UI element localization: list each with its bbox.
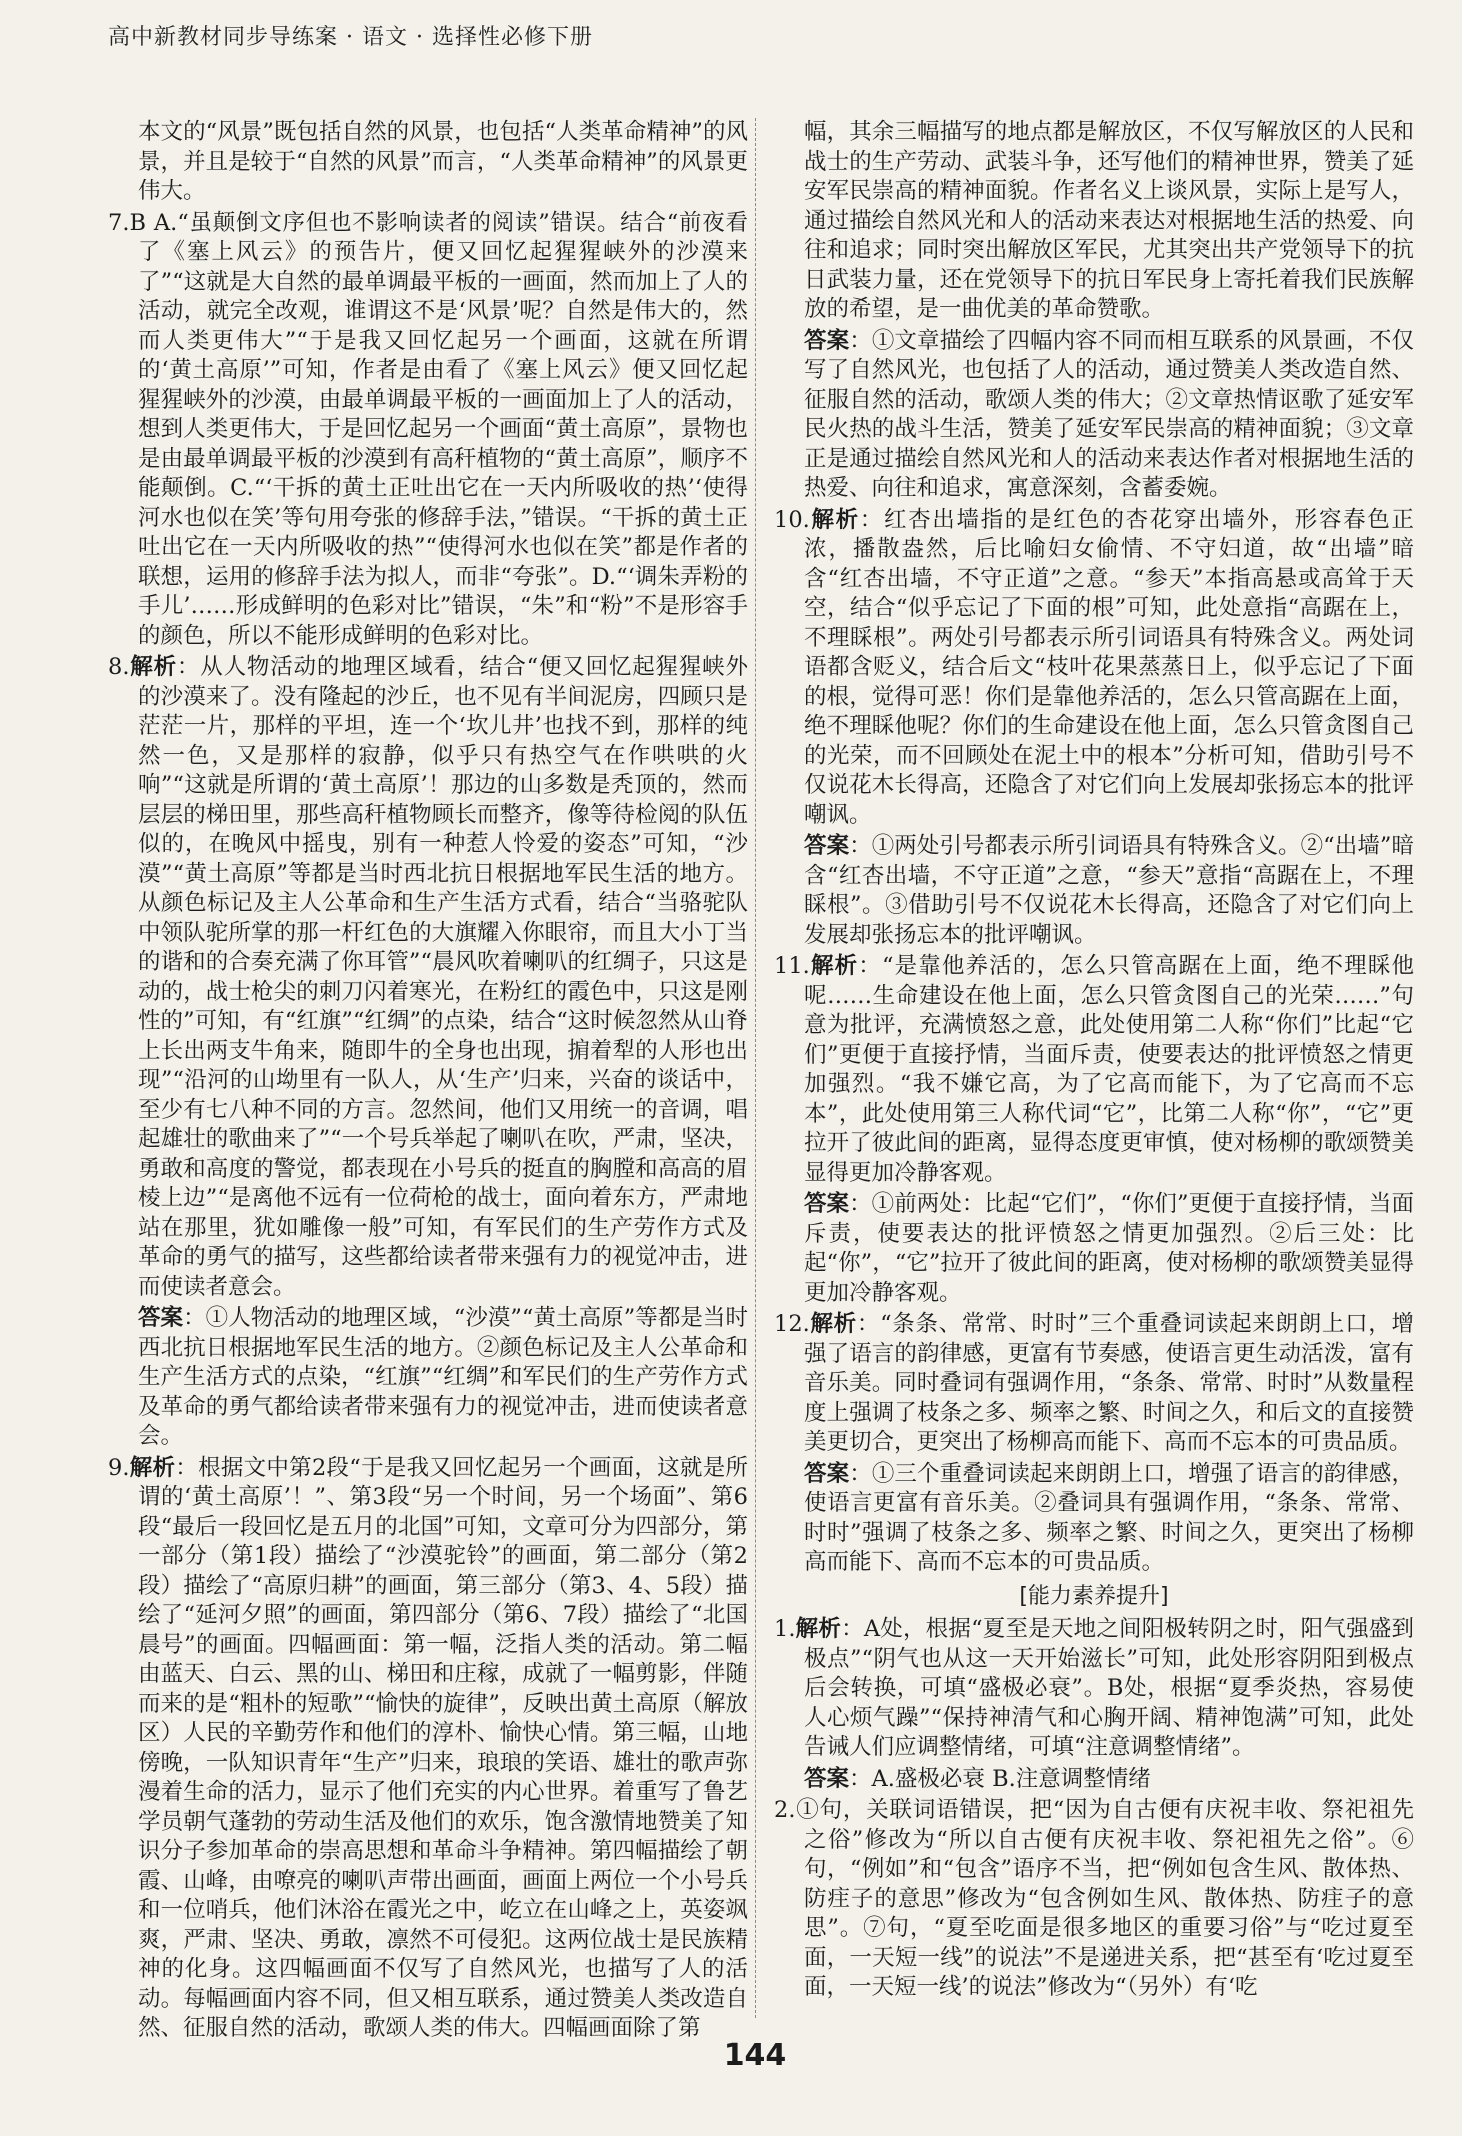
question-number: 2.: [774, 1797, 796, 1823]
question-number: 7.: [108, 209, 130, 236]
practice-2: [774, 1796, 1414, 2003]
answer-label: 答案: [138, 1305, 184, 1331]
section-title: [能力素养提升]: [1019, 1583, 1169, 1609]
question-number: 1.: [774, 1616, 796, 1642]
answer-9: 答案：①文章描绘了四幅内容不同而相互联系的风景画，不仅写了自然风光，也包括了人的活动，通过赞美人类改造自然、征服自然的活动，歌颂人类的伟大；②文章热情讴歌了延安军民火热的战斗生活，赞美了延安军民崇高的精神面貌；③文章正是通过描绘自然风光和人的活动来表达作者对根据地生活的热爱、向往和追求，寓意深刻，含蓄委婉。: [804, 327, 1414, 501]
question-10: 10.解析：红杏出墙指的是红色的杏花穿出墙外，形容春色正浓，播散盎然，后比喻妇女偷情、不守妇道，故“出墙”暗含“红杏出墙，不守正道”之意。“参天”本指高悬或高耸于天空，结合“似乎忘记了下面的根”可知，此处意指“高踞在上，不理睬根”。两处引号都表示所引词语具有特殊含义。两处词语都含贬义，结合后文“枝叶花果蒸蒸日上，似乎忘记了下面的根，觉得可恶！你们是靠他养活的，怎么只管高踞在上面，绝不理睬他呢？你们的生命建设在他上面，怎么只管贪图自己的光荣，而不回顾处在泥土中的根本”分析可知，借助引号不仅说花木长得高，还隐含了对它们向上发展却张扬忘本的批评嘲讽。: [774, 506, 1414, 828]
analysis-text: 红杏出墙指的是红色的杏花穿出墙外，形容春色正浓，播散盎然，后比喻妇女偷情、不守妇道，故“出墙”暗含“红杏出墙，不守正道”之意。“参天”本指高悬或高耸于天空，结合“似乎忘记了下面的根”可知，此处意指“高踞在上，不理睬根”。两处引号都表示所引词语具有特殊含义。两处词语都含贬义，结合后文“枝叶花果蒸蒸日上，似乎忘记了下面的根，觉得可恶！你们是靠他养活的，怎么只管高踞在上面，绝不理睬他呢？你们的生命建设在他上面，怎么只管贪图自己的光荣，而不回顾处在泥土中的根本”分析可知，借助引号不仅说花木长得高，还隐含了对它们向上发展却张扬忘本的批评嘲讽。: [804, 506, 1414, 828]
answer-12: 答案：①三个重叠词读起来朗朗上口，增强了语言的韵律感，使语言更富有音乐美。②叠词具有强调作用，“条条、常常、时时”强调了枝条之多、频率之繁、时间之久，更突出了杨柳高而能下、高而不忘本的可贵品质。: [804, 1460, 1414, 1575]
question-number: 12.: [774, 1311, 810, 1337]
analysis-text: 从人物活动的地理区域看，结合“便又回忆起猩猩峡外的沙漠来了。没有隆起的沙丘，也不见有半间泥房，四顾只是茫茫一片，那样的平坦，连一个‘坎儿井’也找不到，那样的纯然一色，又是那样的寂静，似乎只有热空气在作哄哄的火响”“这就是所谓的‘黄土高原’！那边的山多数是秃顶的，然而层层的梯田里，那些高秆植物顾长而整齐，像等待检阅的队伍似的，在晚风中摇曳，别有一种惹人怜爱的姿态”可知，“沙漠”“黄土高原”等都是当时西北抗日根据地军民生活的地方。从颜色标记及主人公革命和生产生活方式看，结合“当骆驼队中领队驼所掌的那一杆红色的大旗耀入你眼帘，而且大小丁当的谐和的合奏充满了你耳管”“晨风吹着喇叭的红绸子，只这是动的，战士枪尖的刺刀闪着寒光，在粉红的霞色中，只这是刚性的”可知，有“红旗”“红绸”的点染，结合“这时候忽然从山脊上长出两支牛角来，随即牛的全身也出现，掮着犁的人形也出现”“沿河的山坳里有一队人，从‘生产’归来，兴奋的谈话中，至少有七八种不同的方言。忽然间，他们又用统一的音调，唱起雄壮的歌曲来了”“一个号兵举起了喇叭在吹，严肃，坚决，勇敢和高度的警觉，都表现在小号兵的挺直的胸膛和高高的眉棱上边”“是离他不远有一位荷枪的战士，面向着东方，严肃地站在那里，犹如雕像一般”可知，有军民们的生产劳作方式及革命的勇气的描写，这些都给读者带来强有力的视觉冲击，进而使读者意会。: [138, 654, 748, 1300]
question-9: 9.解析：根据文中第2段“于是我又回忆起另一个画面，这就是所谓的‘黄土高原’！”、第3段“另一个时间，另一个场面”、第6段“最后一段回忆是五月的北国”可知，文章可分为四部分，第一部分（第1段）描绘了“沙漠驼铃”的画面，第二部分（第2段）描绘了“高原归耕”的画面，第三部分（第3、4、5段）描绘了“延河夕照”的画面，第四部分（第6、7段）描绘了“北国晨号”的画面。四幅画面：第一幅，泛指人类的活动。第二幅由蓝天、白云、黑的山、梯田和庄稼，成就了一幅剪影，伴随而来的是“粗朴的短歌”“愉快的旋律”，反映出黄土高原（解放区）人民的辛勤劳作和他们的淳朴、愉快心情。第三幅，山地傍晚，一队知识青年“生产”归来，琅琅的笑语、雄壮的歌声弥漫着生命的活力，显示了他们充实的内心世界。着重写了鲁艺学员朝气蓬勃的劳动生活及他们的欢乐，饱含激情地赞美了知识分子参加革命的崇高思想和革命斗争精神。第四幅描绘了朝霞、山峰，由嘹亮的喇叭声带出画面，画面上两位一个小号兵和一位哨兵，他们沐浴在霞光之中，屹立在山峰之上，英姿飒爽，严肃、坚决、勇敢，凛然不可侵犯。这两位战士是民族精神的化身。这四幅画面不仅写了自然风光，也描写了人的活动。每幅画面内容不同，但又相互联系，通过赞美人类改造自然、征服自然的活动，歌颂人类的伟大。四幅画面除了第: [108, 1454, 748, 2041]
answer-text: ①人物活动的地理区域，“沙漠”“黄土高原”等都是当时西北抗日根据地军民生活的地方。②颜色标记及主人公革命和生产生活方式的点染，“红旗”“红绸”和军民们的生产劳作方式及革命的勇气都给读者带来强有力的视觉冲击，进而使读者意会。: [138, 1305, 748, 1449]
page-number: 144: [723, 2038, 787, 2073]
answer-label: 答案: [804, 1460, 850, 1487]
question-7: [108, 209, 748, 652]
question-number: 8.: [108, 654, 130, 680]
question-11: 11.解析：“是靠他养活的，怎么只管高踞在上面，绝不理睬他呢……生命建设在他上面，怎么只管贪图自己的光荣……”句意为批评，充满愤怒之意，此处使用第二人称“你们”比起“它们”更便于直接抒情，当面斥责，使要表达的批评愤怒之情更加强烈。“我不嫌它高，为了它高而能下，为了它高而不忘本”，此处使用第三人称代词“它”，比第二人称“你”，“它”更拉开了彼此间的距离，显得态度更审慎，使对杨柳的歌颂赞美显得更加冷静客观。: [774, 953, 1414, 1186]
answer-8: 答案：①人物活动的地理区域，“沙漠”“黄土高原”等都是当时西北抗日根据地军民生活的地方。②颜色标记及主人公革命和生产生活方式的点染，“红旗”“红绸”和军民们的生产劳作方式及革命的勇气都给读者带来强有力的视觉冲击，进而使读者意会。: [138, 1305, 748, 1449]
question-text: B A.“虽颠倒文序但也不影响读者的阅读”错误。结合“前夜看了《塞上风云》的预告片，便又回忆起猩猩峡外的沙漠来了”“这就是大自然的最单调最平板的一画面，然而加上了人的活动，就完全改观，谁谓这不是‘风景’呢？自然是伟大的，然而人类更伟大”“于是我又回忆起另一个画面，这就在所谓的‘黄土高原’”可知，作者是由看了《塞上风云》便又回忆起猩猩峡外的沙漠，由最单调最平板的一画面加上了人的活动，想到人类更伟大，于是回忆起另一个画面“黄土高原”，景物也是由最单调最平板的沙漠到有高秆植物的“黄土高原”，顺序不能颠倒。C.“‘干拆的黄土正吐出它在一天内所吸收的热’‘使得河水也似在笑’等句用夸张的修辞手法，”错误。“干拆的黄土正吐出它在一天内所吸收的热”“使得河水也似在笑”都是作者的联想，运用的修辞手法为拟人，而非“夸张”。D.“‘调朱弄粉的手儿’……形成鲜明的色彩对比”错误，“朱”和“粉”不是形容手的颜色，所以不能形成鲜明的色彩对比。: [129, 209, 748, 649]
practice-1: 1.解析：A处，根据“夏至是天地之间阳极转阴之时，阳气强盛到极点”“阴气也从这一天开始滋长”可知，此处形容阴阳到极点后会转换，可填“盛极必衰”。B处，根据“夏季炎热，容易使人心烦气躁”“保持神清气和心胸开阔、精神饱满”可知，此处告诫人们应调整情绪，可填“注意调整情绪”。: [774, 1616, 1414, 1760]
analysis-text: “条条、常常、时时”三个重叠词读起来朗朗上口，增强了语言的韵律感，更富有节奏感，使语言更生动活泼，富有音乐美。同时叠词有强调作用，“条条、常常、时时”从数量程度上强调了枝条之多、频率之繁、时间之久，和后文的直接赞美更切合，更突出了杨柳高而能下、高而不忘本的可贵品质。: [804, 1311, 1414, 1455]
answer-text: ①前两处：比起“它们”，“你们”更便于直接抒情，当面斥责，使要表达的批评愤怒之情更加强烈。②后三处：比起“你”，“它”拉开了彼此间的距离，使对杨柳的歌颂赞美显得更加冷静客观。: [804, 1191, 1414, 1306]
answer-11: 答案：①前两处：比起“它们”，“你们”更便于直接抒情，当面斥责，使要表达的批评愤怒之情更加强烈。②后三处：比起“你”，“它”拉开了彼此间的距离，使对杨柳的歌颂赞美显得更加冷静客观。: [804, 1191, 1414, 1306]
question-9-continued: 幅，其余三幅描写的地点都是解放区，不仅写解放区的人民和战士的生产劳动、武装斗争，还写他们的精神世界，赞美了延安军民崇高的精神面貌。作者名义上谈风景，实际上是写人，通过描绘自然风光和人的活动来表达对根据地生活的热爱、向往和追求；同时突出解放区军民，尤其突出共产党领导下的抗日武装力量，还在党领导下的抗日军民身上寄托着我们民族解放的希望，是一曲优美的革命赞歌。: [804, 119, 1414, 322]
right-column: [774, 118, 1414, 2048]
analysis-label: 解析: [809, 1311, 857, 1337]
answer-text: ①文章描绘了四幅内容不同而相互联系的风景画，不仅写了自然风光，也包括了人的活动，通过赞美人类改造自然、征服自然的活动，歌颂人类的伟大；②文章热情讴歌了延安军民火热的战斗生活，赞美了延安军民崇高的精神面貌；③文章正是通过描绘自然风光和人的活动来表达作者对根据地生活的热爱、向往和追求，寓意深刻，含蓄委婉。: [804, 327, 1414, 501]
answer-text: A.盛极必衰 B.注意调整情绪: [871, 1765, 1151, 1792]
running-header: 高中新教材同步导练案 · 语文 · 选择性必修下册: [108, 25, 593, 50]
answer-label: 答案: [804, 833, 850, 859]
question-number: 10.: [774, 506, 810, 533]
question-12: 12.解析：“条条、常常、时时”三个重叠词读起来朗朗上口，增强了语言的韵律感，更富有节奏感，使语言更生动活泼，富有音乐美。同时叠词有强调作用，“条条、常常、时时”从数量程度上强调了枝条之多、频率之繁、时间之久，和后文的直接赞美更切合，更突出了杨柳高而能下、高而不忘本的可贵品质。: [774, 1311, 1414, 1455]
question-text: ①句，关联词语错误，把“因为自古便有庆祝丰收、祭祀祖先之俗”修改为“所以自古便有庆祝丰收、祭祀祖先之俗”。⑥句，“例如”和“包含”语序不当，把“例如包含生风、散体热、防疰子的意思”修改为“包含例如生风、散体热、防疰子的意思”。⑦句，“夏至吃面是很多地区的重要习俗”与“吃过夏至面，一天短一线”的说法”不是递进关系，把“甚至有‘吃过夏至面，一天短一线’的说法”修改为“（另外）有‘吃: [795, 1797, 1414, 2000]
answer-label: 答案: [804, 1191, 850, 1217]
question-number: 9.: [108, 1454, 130, 1481]
answer-text: ①两处引号都表示所引词语具有特殊含义。②“出墙”暗含“红杏出墙，不守正道”之意，“参天”意指“高踞在上，不理睬根”。③借助引号不仅说花木长得高，还隐含了对它们向上发展却张扬忘本的批评嘲讽。: [804, 833, 1414, 948]
answer-label: 答案: [804, 327, 850, 354]
analysis-label: 解析: [129, 654, 177, 680]
practice-1-answer: 答案：A.盛极必衰 B.注意调整情绪: [804, 1765, 1151, 1792]
analysis-label: 解析: [129, 1454, 176, 1481]
answer-label: 答案: [804, 1765, 850, 1792]
question-8: 8.解析：从人物活动的地理区域看，结合“便又回忆起猩猩峡外的沙漠来了。没有隆起的沙丘，也不见有半间泥房，四顾只是茫茫一片，那样的平坦，连一个‘坎儿井’也找不到，那样的纯然一色，又是那样的寂静，似乎只有热空气在作哄哄的火响”“这就是所谓的‘黄土高原’！那边的山多数是秃顶的，然而层层的梯田里，那些高秆植物顾长而整齐，像等待检阅的队伍似的，在晚风中摇曳，别有一种惹人怜爱的姿态”可知，“沙漠”“黄土高原”等都是当时西北抗日根据地军民生活的地方。从颜色标记及主人公革命和生产生活方式看，结合“当骆驼队中领队驼所掌的那一杆红色的大旗耀入你眼帘，而且大小丁当的谐和的合奏充满了你耳管”“晨风吹着喇叭的红绸子，只这是动的，战士枪尖的刺刀闪着寒光，在粉红的霞色中，只这是刚性的”可知，有“红旗”“红绸”的点染，结合“这时候忽然从山脊上长出两支牛角来，随即牛的全身也出现，掮着犁的人形也出现”“沿河的山坳里有一队人，从‘生产’归来，兴奋的谈话中，至少有七八种不同的方言。忽然间，他们又用统一的音调，唱起雄壮的歌曲来了”“一个号兵举起了喇叭在吹，严肃，坚决，勇敢和高度的警觉，都表现在小号兵的挺直的胸膛和高高的眉棱上边”“是离他不远有一位荷枪的战士，面向着东方，严肃地站在那里，犹如雕像一般”可知，有军民们的生产劳作方式及革命的勇气的描写，这些都给读者带来强有力的视觉冲击，进而使读者意会。: [108, 654, 748, 1300]
intro-paragraph: 本文的“风景”既包括自然的风景，也包括“人类革命精神”的风景，并且是较于“自然的风景”而言，“人类革命精神”的风景更伟大。: [138, 119, 748, 204]
analysis-label: 解析: [795, 1616, 842, 1642]
column-divider: [755, 118, 756, 2018]
analysis-text: A处，根据“夏至是天地之间阳极转阴之时，阳气强盛到极点”“阴气也从这一天开始滋长”可知，此处形容阴阳到极点后会转换，可填“盛极必衰”。B处，根据“夏季炎热，容易使人心烦气躁”“保持神清气和心胸开阔、精神饱满”可知，此处告诫人们应调整情绪，可填“注意调整情绪”。: [804, 1616, 1414, 1760]
analysis-label: 解析: [809, 506, 860, 533]
question-number: 11.: [774, 953, 810, 979]
answer-text: ①三个重叠词读起来朗朗上口，增强了语言的韵律感，使语言更富有音乐美。②叠词具有强调作用，“条条、常常、时时”强调了枝条之多、频率之繁、时间之久，更突出了杨柳高而能下、高而不忘本的可贵品质。: [804, 1460, 1414, 1575]
left-column: [108, 118, 748, 2048]
analysis-label: 解析: [809, 953, 859, 979]
analysis-text: “是靠他养活的，怎么只管高踞在上面，绝不理睬他呢……生命建设在他上面，怎么只管贪图自己的光荣……”句意为批评，充满愤怒之意，此处使用第二人称“你们”比起“它们”更便于直接抒情，当面斥责，使要表达的批评愤怒之情更加强烈。“我不嫌它高，为了它高而能下，为了它高而不忘本”，此处使用第三人称代词“它”，比第二人称“你”，“它”更拉开了彼此间的距离，显得态度更审慎，使对杨柳的歌颂赞美显得更加冷静客观。: [804, 953, 1414, 1186]
answer-10: 答案：①两处引号都表示所引词语具有特殊含义。②“出墙”暗含“红杏出墙，不守正道”之意，“参天”意指“高踞在上，不理睬根”。③借助引号不仅说花木长得高，还隐含了对它们向上发展却张扬忘本的批评嘲讽。: [804, 833, 1414, 948]
analysis-text: 根据文中第2段“于是我又回忆起另一个画面，这就是所谓的‘黄土高原’！”、第3段“另一个时间，另一个场面”、第6段“最后一段回忆是五月的北国”可知，文章可分为四部分，第一部分（第1段）描绘了“沙漠驼铃”的画面，第二部分（第2段）描绘了“高原归耕”的画面，第三部分（第3、4、5段）描绘了“延河夕照”的画面，第四部分（第6、7段）描绘了“北国晨号”的画面。四幅画面：第一幅，泛指人类的活动。第二幅由蓝天、白云、黑的山、梯田和庄稼，成就了一幅剪影，伴随而来的是“粗朴的短歌”“愉快的旋律”，反映出黄土高原（解放区）人民的辛勤劳作和他们的淳朴、愉快心情。第三幅，山地傍晚，一队知识青年“生产”归来，琅琅的笑语、雄壮的歌声弥漫着生命的活力，显示了他们充实的内心世界。着重写了鲁艺学员朝气蓬勃的劳动生活及他们的欢乐，饱含激情地赞美了知识分子参加革命的崇高思想和革命斗争精神。第四幅描绘了朝霞、山峰，由嘹亮的喇叭声带出画面，画面上两位一个小号兵和一位哨兵，他们沐浴在霞光之中，屹立在山峰之上，英姿飒爽，严肃、坚决、勇敢，凛然不可侵犯。这两位战士是民族精神的化身。这四幅画面不仅写了自然风光，也描写了人的活动。每幅画面内容不同，但又相互联系，通过赞美人类改造自然、征服自然的活动，歌颂人类的伟大。四幅画面除了第: [138, 1454, 748, 2041]
